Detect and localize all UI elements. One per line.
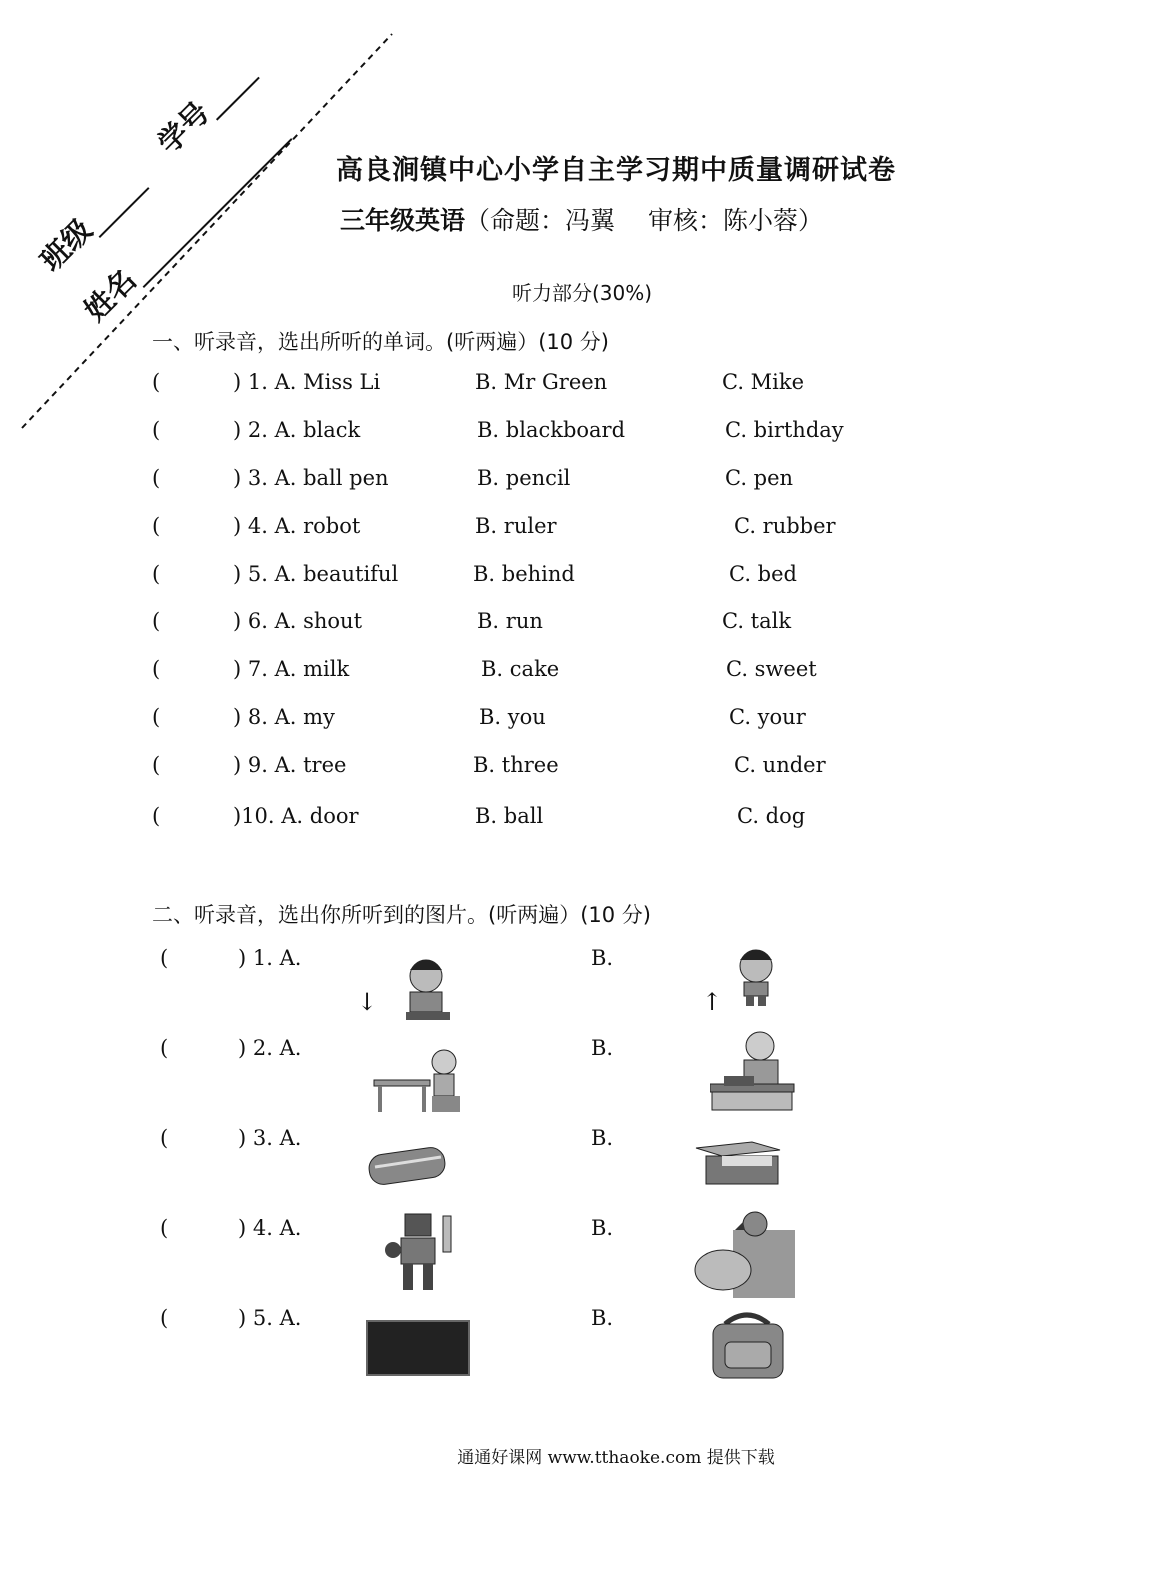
section2-heading: 二、听录音，选出你所听到的图片。(听两遍）(10 分) xyxy=(152,903,651,927)
question-option-a: ) 9. A. tree xyxy=(233,753,347,777)
section1-heading: 一、听录音，选出所听的单词。(听两遍）(10 分) xyxy=(152,330,609,354)
picture-option-b-label: B. xyxy=(591,1306,614,1330)
answer-blank[interactable]: ( xyxy=(152,705,161,729)
down-arrow-icon: ↓ xyxy=(357,988,378,1016)
boy-stand-up-picture[interactable] xyxy=(730,946,786,1012)
question-option-a: ) 8. A. my xyxy=(233,705,335,729)
picture-option-a-label: ) 5. A. xyxy=(238,1306,302,1330)
subtitle-grade-subject: 三年级英语 xyxy=(340,206,466,235)
question-option-b: B. cake xyxy=(481,657,560,681)
name-label: 姓名 xyxy=(77,262,143,328)
question-option-b: B. Mr Green xyxy=(475,370,608,394)
picture-option-a-label: ) 1. A. xyxy=(238,946,302,970)
picture-option-b-label: B. xyxy=(591,1216,614,1240)
picture-option-a-label: ) 3. A. xyxy=(238,1126,302,1150)
question-option-b: B. ruler xyxy=(475,514,557,538)
question-option-a: ) 1. A. Miss Li xyxy=(233,370,381,394)
teacher-at-desk-picture[interactable] xyxy=(710,1028,796,1116)
answer-blank[interactable]: ( xyxy=(152,804,161,828)
question-option-a: ) 7. A. milk xyxy=(233,657,350,681)
question-option-c: C. sweet xyxy=(726,657,817,681)
question-option-b: B. three xyxy=(473,753,559,777)
boy-sit-down-picture[interactable] xyxy=(400,956,456,1028)
student-number-label: 学号 xyxy=(151,94,217,161)
answer-blank[interactable]: ( xyxy=(160,946,169,970)
question-option-c: C. rubber xyxy=(734,514,836,538)
subtitle-authors: （命题：冯翼 审核：陈小蓉） xyxy=(465,206,823,235)
question-option-c: C. your xyxy=(729,705,806,729)
question-option-b: B. you xyxy=(479,705,546,729)
girl-at-desk-picture[interactable] xyxy=(372,1040,464,1118)
question-option-c: C. under xyxy=(734,753,826,777)
answer-blank[interactable]: ( xyxy=(152,657,161,681)
question-option-c: C. Mike xyxy=(722,370,805,394)
exam-subtitle xyxy=(340,201,823,237)
question-option-b: B. behind xyxy=(473,562,575,586)
answer-blank[interactable]: ( xyxy=(152,466,161,490)
answer-blank[interactable]: ( xyxy=(152,370,161,394)
question-option-c: C. dog xyxy=(737,804,806,828)
class-label: 班级 xyxy=(33,212,99,278)
picture-option-b-label: B. xyxy=(591,1036,614,1060)
question-option-b: B. ball xyxy=(475,804,544,828)
question-option-b: B. pencil xyxy=(477,466,571,490)
listening-part-heading: 听力部分(30%) xyxy=(512,281,653,305)
answer-blank[interactable]: ( xyxy=(160,1036,169,1060)
question-option-c: C. talk xyxy=(722,609,792,633)
question-option-b: B. blackboard xyxy=(477,418,626,442)
answer-blank[interactable]: ( xyxy=(152,609,161,633)
answer-blank[interactable]: ( xyxy=(152,562,161,586)
exam-title: 高良涧镇中心小学自主学习期中质量调研试卷 xyxy=(336,155,896,186)
answer-blank[interactable]: ( xyxy=(152,418,161,442)
question-option-a: ) 2. A. black xyxy=(233,418,361,442)
question-option-a: ) 3. A. ball pen xyxy=(233,466,389,490)
question-option-a: ) 5. A. beautiful xyxy=(233,562,399,586)
pencil-case-picture[interactable] xyxy=(365,1143,449,1193)
robot-picture[interactable] xyxy=(383,1210,457,1298)
pencil-box-picture[interactable] xyxy=(692,1138,784,1192)
question-option-c: C. birthday xyxy=(725,418,844,442)
picture-option-a-label: ) 4. A. xyxy=(238,1216,302,1240)
answer-blank[interactable]: ( xyxy=(152,753,161,777)
picture-option-a-label: ) 2. A. xyxy=(238,1036,302,1060)
question-option-b: B. run xyxy=(477,609,543,633)
question-option-a: ) 4. A. robot xyxy=(233,514,361,538)
answer-blank[interactable]: ( xyxy=(160,1126,169,1150)
answer-blank[interactable]: ( xyxy=(160,1306,169,1330)
answer-blank[interactable]: ( xyxy=(152,514,161,538)
blackboard-picture[interactable] xyxy=(366,1320,470,1380)
parrot-picture[interactable] xyxy=(693,1208,797,1304)
up-arrow-icon: ↑ xyxy=(702,988,723,1016)
footer-text: 通通好课网 www.tthaoke.com 提供下载 xyxy=(457,1448,775,1468)
picture-option-b-label: B. xyxy=(591,1126,614,1150)
question-option-a: ) 6. A. shout xyxy=(233,609,363,633)
question-option-a: )10. A. door xyxy=(233,804,359,828)
question-option-c: C. bed xyxy=(729,562,797,586)
question-option-c: C. pen xyxy=(725,466,794,490)
answer-blank[interactable]: ( xyxy=(160,1216,169,1240)
schoolbag-picture[interactable] xyxy=(705,1310,789,1386)
picture-option-b-label: B. xyxy=(591,946,614,970)
